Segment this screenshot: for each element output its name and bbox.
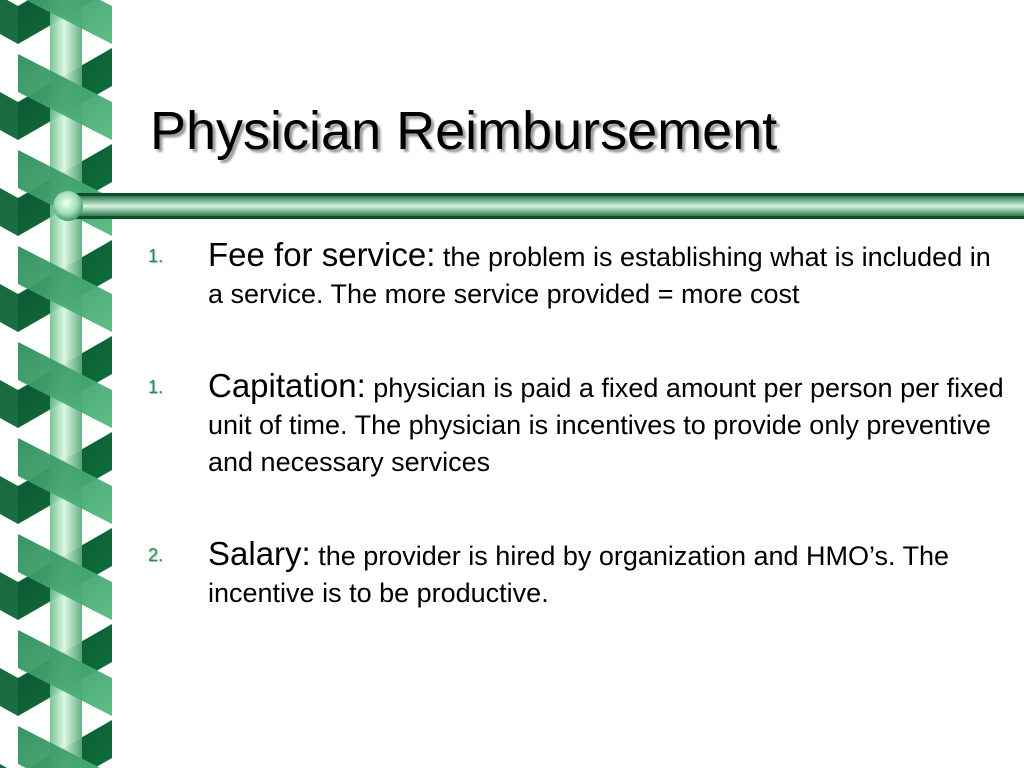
item-term: Capitation: (208, 367, 366, 404)
item-description: the problem is establishing what is included in a service. The more service provided = more cost (208, 242, 991, 309)
bullet-list (148, 236, 1008, 612)
item-number: 1. (148, 246, 164, 266)
item-description: the provider is hired by organization and HMO’s. The incentive is to be productive. (208, 541, 950, 608)
list-item (148, 236, 1008, 313)
title-divider (50, 188, 1024, 224)
item-term: Salary: (208, 535, 311, 572)
item-number: 1. (148, 377, 164, 397)
item-number: 2. (148, 545, 164, 565)
item-term: Fee for service: (208, 236, 436, 273)
list-item (148, 535, 1008, 612)
item-description: physician is paid a fixed amount per person per fixed unit of time. The physician is incentives to provide only preventive and necessary services (208, 373, 1004, 477)
list-item (148, 367, 1008, 481)
ribbon-decoration (0, 0, 112, 768)
divider-knob-icon (53, 191, 83, 221)
page-title: Physician Reimbursement (150, 101, 778, 161)
